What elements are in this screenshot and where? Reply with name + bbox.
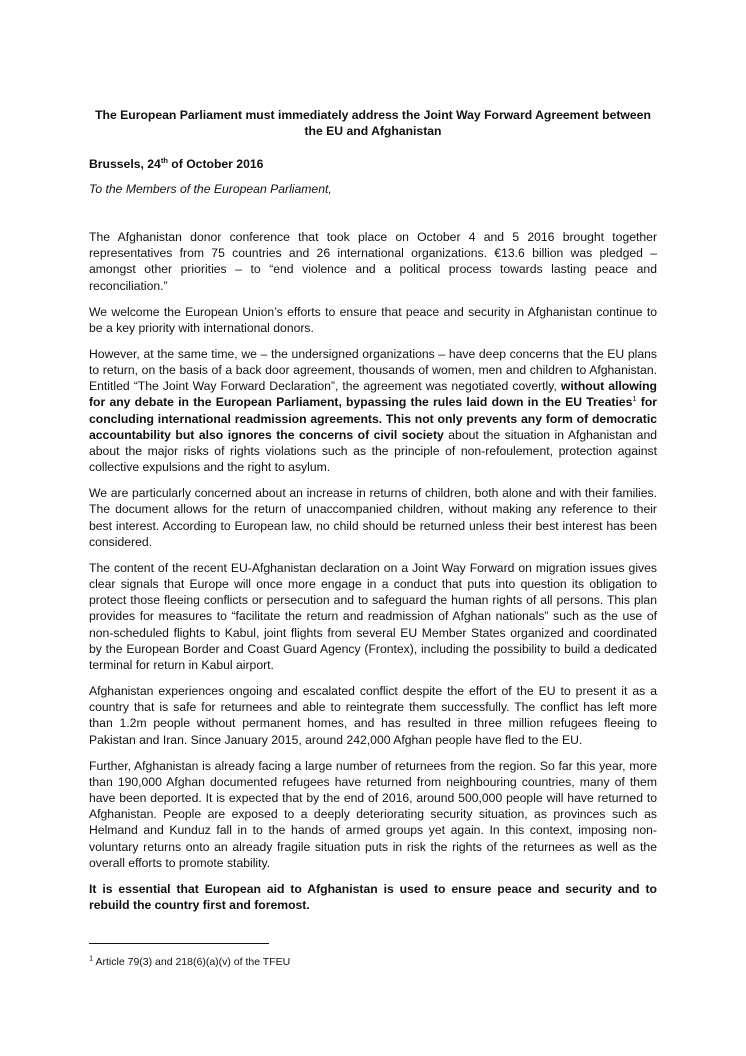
- paragraph-concerns-bold-1: without allowing for any debate in the European Parliament, bypassing the rules laid down in the EU Treaties: [89, 379, 657, 410]
- dateline-prefix: Brussels, 24: [89, 157, 161, 171]
- paragraph-children: We are particularly concerned about an increase in returns of children, both alone and with their families. The document allows for the return of unaccompanied children, without making any reference to their best interest. According to European law, no child should be returned unless their best interest has been considered.: [89, 486, 657, 549]
- paragraph-conflict: Afghanistan experiences ongoing and escalated conflict despite the effort of the EU to present it as a country that is safe for returnees and able to reintegrate them successfully. The conflict has left more than 1.2m people without permanent homes, and has resulted in three million refugees fleeing to Pakistan and Iran. Since January 2015, around 242,000 Afghan people have fled to the EU.: [89, 684, 657, 747]
- dateline-rest: of October 2016: [167, 157, 264, 171]
- paragraph-concerns: [89, 346, 657, 476]
- page-title: The European Parliament must immediately address the Joint Way Forward Agreement between the EU and Afghanistan: [95, 108, 651, 138]
- paragraph-concerns-intro: However, at the same time, we – the undersigned organizations – have deep concerns that the EU plans to return, on the basis of a back door agreement, thousands of women, men and children to Afghanistan. Entitled “The Joint Way Forward Declaration”, the agreement was negotiated covertly,: [89, 346, 657, 394]
- footnote-divider: [89, 943, 269, 944]
- paragraph-donor-conference: The Afghanistan donor conference that took place on October 4 and 5 2016 brought together representatives from 75 countries and 26 international organizations. €13.6 billion was pledged – amongst other priorities – to “end violence and a political process towards lasting peace and reconciliation.”: [89, 230, 657, 293]
- footnote-marker: 1: [89, 953, 94, 963]
- dateline: [89, 156, 263, 172]
- paragraph-concerns-bold-2: for concluding international readmission agreements. This not only prevents any form of democratic accountability but also ignores the concerns of civil society: [89, 395, 658, 442]
- footnote-text: Article 79(3) and 218(6)(a)(v) of the TFEU: [93, 956, 291, 968]
- paragraph-conclusion: [89, 881, 657, 913]
- paragraph-returnees: Further, Afghanistan is already facing a large number of returnees from the region. So far this year, more than 190,000 Afghan documented refugees have returned from neighbouring countries, many of them have been deported. It is expected that by the end of 2016, around 500,000 people will have returned to Afghanistan. People are exposed to a deeply deteriorating security situation, as provinces such as Helmand and Kunduz fall in to the hands of armed groups yet again. In this context, imposing non-voluntary returns onto an already fragile situation puts in risk the rights of the returnees as well as the overall efforts to promote stability.: [89, 758, 657, 870]
- letter-body: [89, 229, 657, 923]
- paragraph-concerns-end: about the situation in Afghanistan and about the major risks of rights violations such as the principle of non-refoulement, protection against collective expulsions and the right to asylum.: [89, 427, 658, 475]
- footnote: [89, 954, 290, 970]
- conclusion-text: It is essential that European aid to Afghanistan is used to ensure peace and security and to rebuild the country first and foremost.: [89, 881, 657, 913]
- salutation: To the Members of the European Parliament,: [89, 182, 332, 196]
- dateline-ordinal: th: [160, 155, 168, 165]
- footnote-reference: 1: [632, 394, 637, 404]
- paragraph-declaration: The content of the recent EU-Afghanistan declaration on a Joint Way Forward on migration issues gives clear signals that Europe will once more engage in a conduct that puts into question its obligation to protect those fleeing conflicts or persecution and to safeguard the human rights of all persons. This plan provides for measures to “facilitate the return and readmission of Afghan nationals” such as the use of non-scheduled flights to Kabul, joint flights from several EU Member States organized and coordinated by the European Border and Coast Guard Agency (Frontex), including the possibility to build a dedicated terminal for return in Kabul airport.: [89, 560, 657, 673]
- paragraph-welcome: We welcome the European Union’s efforts to ensure that peace and security in Afghanistan continue to be a key priority with international donors.: [89, 304, 657, 335]
